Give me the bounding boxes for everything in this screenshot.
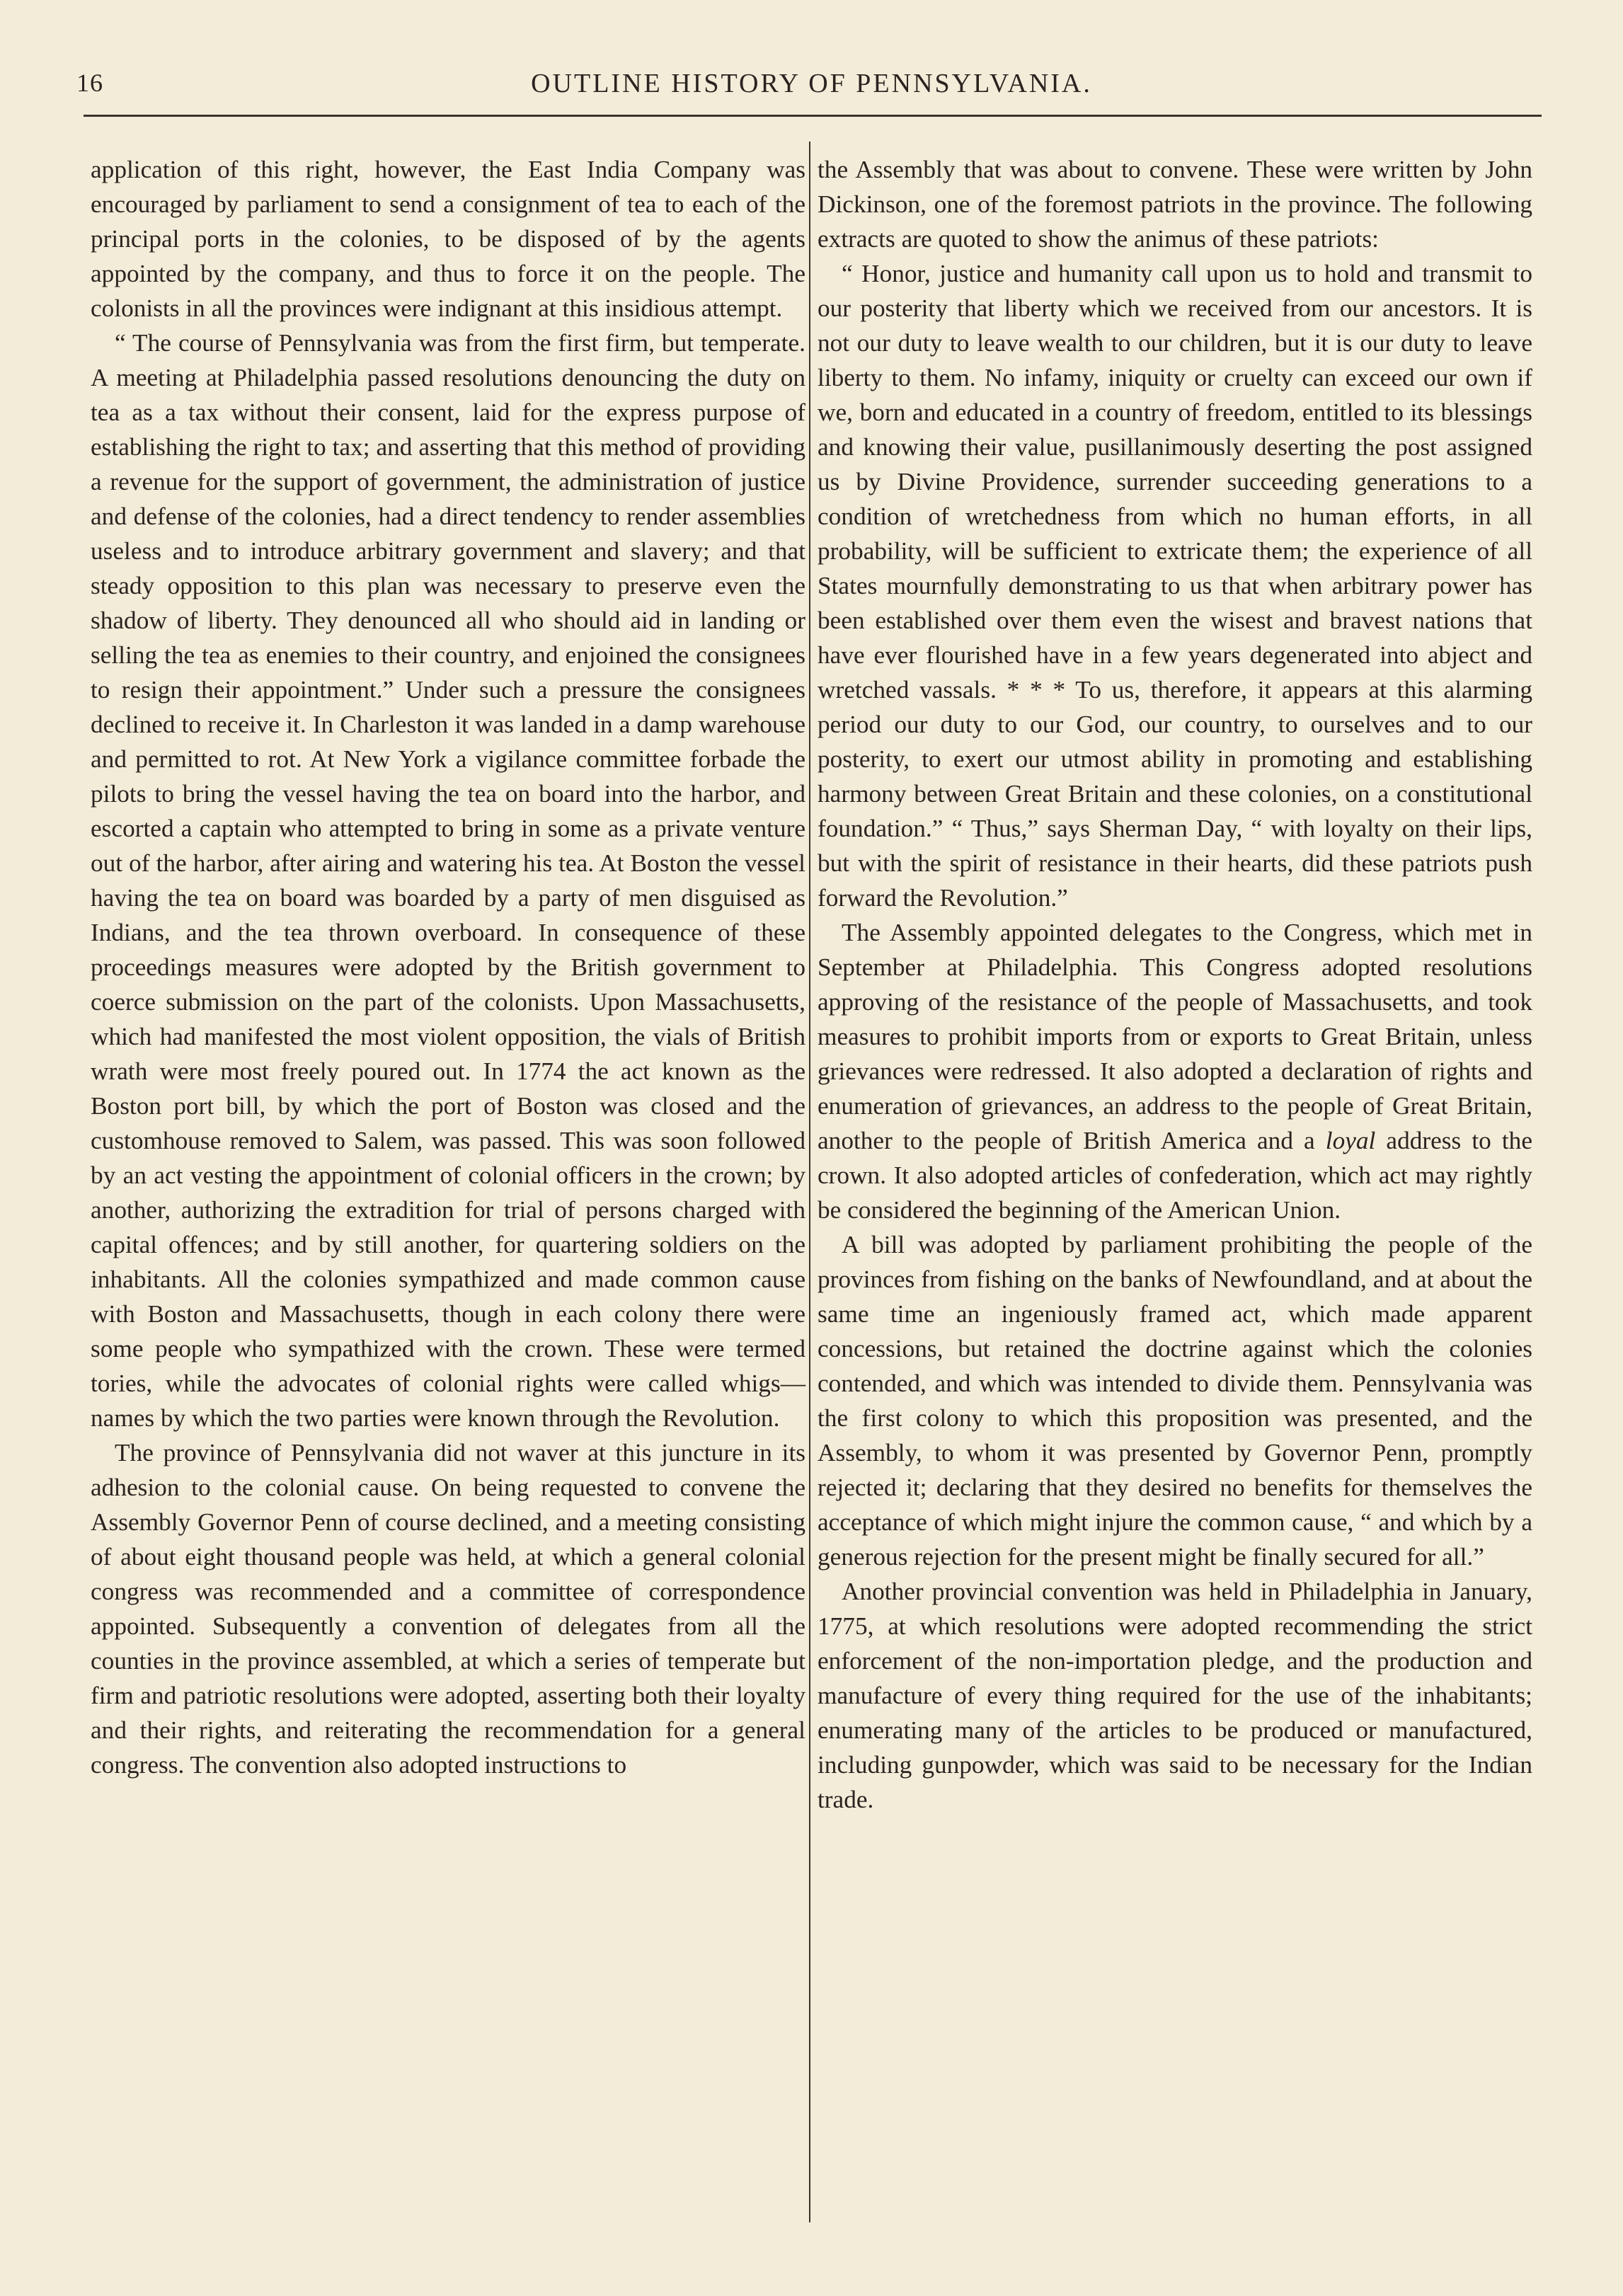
paragraph xyxy=(818,915,1532,1227)
paragraph: Another provincial convention was held in Philadelphia in January, 1775, at which resolutions were adopted recommending the strict enforcement of the non-importation pledge, and the production and manufacture of every thing required for the use of the inhabitants; enumerating many of the articles to be produced or manufactured, including gunpowder, which was said to be necessary for the Indian trade. xyxy=(818,1578,1532,1813)
paragraph: A bill was adopted by parliament prohibiting the people of the provinces from fishing on the banks of Newfoundland, and at about the same time an ingeniously framed act, which made apparent concessions, but retained the doctrine against which the colonies contended, and which was intended to divide them. Pennsylvania was the first colony to which this proposition was presented, and the Assembly, to whom it was presented by Governor Penn, promptly rejected it; declaring that they desired no benefits for themselves the acceptance of which might injure the common cause, “ and which by a generous rejection for the present might be finally secured for all.” xyxy=(818,1231,1532,1571)
left-column xyxy=(91,152,805,1782)
right-column xyxy=(818,152,1532,1817)
running-title: OUTLINE HISTORY OF PENNSYLVANIA. xyxy=(531,69,1092,98)
text-run: The Assembly appointed delegates to the Congress, which met in September at Philadelphia. This Congress adopted resolutions approving of the resistance of the people of Massachusetts, and took measures to prohibit imports from or exports to Great Britain, unless grievances were redressed. It also adopted a declaration of rights and enumeration of grievances, an address to the people of Great Britain, another to the people of British America and a xyxy=(818,919,1532,1154)
paragraph: application of this right, however, the East India Company was encouraged by parliament to send a consignment of tea to each of the principal ports in the colonies, to be disposed of by the agents appointed by the company, and thus to force it on the people. The colonists in all the provinces were indignant at this insidious attempt. xyxy=(91,156,805,322)
header-rule xyxy=(84,115,1542,117)
paragraph: the Assembly that was about to convene. These were written by John Dickinson, one of the foremost patriots in the province. The following extracts are quoted to show the animus of these patriots: xyxy=(818,156,1532,253)
paragraph: “ The course of Pennsylvania was from the first firm, but temperate. A meeting at Philadelphia passed resolutions denouncing the duty on tea as a tax without their consent, laid for the express purpose of establishing the right to tax; and asserting that this method of providing a revenue for the support of government, the administration of justice and defense of the colonies, had a direct tendency to render assemblies useless and to introduce arbitrary government and slavery; and that steady opposition to this plan was necessary to preserve even the shadow of liberty. They denounced all who should aid in landing or selling the tea as enemies to their country, and enjoined the consignees to resign their appointment.” Under such a pressure the consignees declined to receive it. In Charleston it was landed in a damp warehouse and permitted to rot. At New York a vigilance committee forbade the pilots to bring the vessel having the tea on board into the harbor, and escorted a captain who attempted to bring in some as a private venture out of the harbor, after airing and watering his tea. At Boston the vessel having the tea on board was boarded by a party of men disguised as Indians, and the tea thrown overboard. In consequence of these proceedings measures were adopted by the British government to coerce submission on the part of the colonists. Upon Massachusetts, which had manifested the most violent opposition, the vials of British wrath were most freely poured out. In 1774 the act known as the Boston port bill, by which the port of Boston was closed and the customhouse removed to Salem, was passed. This was soon followed by an act vesting the appointment of colonial officers in the crown; by another, authorizing the extradition for trial of persons charged with capital offences; and by still another, for quartering soldiers on the inhabitants. All the colonies sympathized and made common cause with Boston and Massachusetts, though in each colony there were some people who sympathized with the crown. These were termed tories, while the advocates of colonial rights were called whigs—names by which the two parties were known through the Revolution. xyxy=(91,329,805,1432)
column-divider xyxy=(809,142,810,2222)
text-run: address to the crown. It also adopted articles of confederation, which act may rightly be considered the beginning of the American Union. xyxy=(818,1127,1532,1224)
paragraph: The province of Pennsylvania did not waver at this juncture in its adhesion to the colonial cause. On being requested to convene the Assembly Governor Penn of course declined, and a meeting consisting of about eight thousand people was held, at which a general colonial congress was recommended and a committee of correspondence appointed. Subsequently a convention of delegates from all the counties in the province assembled, at which a series of temperate but firm and patriotic resolutions were adopted, asserting both their loyalty and their rights, and reiterating the recommendation for a general congress. The convention also adopted instructions to xyxy=(91,1439,805,1779)
quotation-paragraph: “ Honor, justice and humanity call upon us to hold and transmit to our posterity that liberty which we received from our ancestors. It is not our duty to leave wealth to our children, but it is our duty to leave liberty to them. No infamy, iniquity or cruelty can exceed our own if we, born and educated in a country of freedom, entitled to its blessings and knowing their value, pusillanimously deserting the post assigned us by Divine Providence, surrender succeeding generations to a condition of wretchedness from which no human efforts, in all probability, will be sufficient to extricate them; the experience of all States mournfully demonstrating to us that when arbitrary power has been established over them even the wisest and bravest nations that have ever flourished have in a few years degenerated into abject and wretched vassals. * * * To us, therefore, it appears at this alarming period our duty to our God, our country, to ourselves and to our posterity, to exert our utmost ability in promoting and establishing harmony between Great Britain and these colonies, on a constitutional foundation.” “ Thus,” says Sherman Day, “ with loyalty on their lips, but with the spirit of resistance in their hearts, did these patriots push forward the Revolution.” xyxy=(818,260,1532,912)
page-number: 16 xyxy=(76,69,103,97)
italic-word: loyal xyxy=(1325,1127,1376,1154)
